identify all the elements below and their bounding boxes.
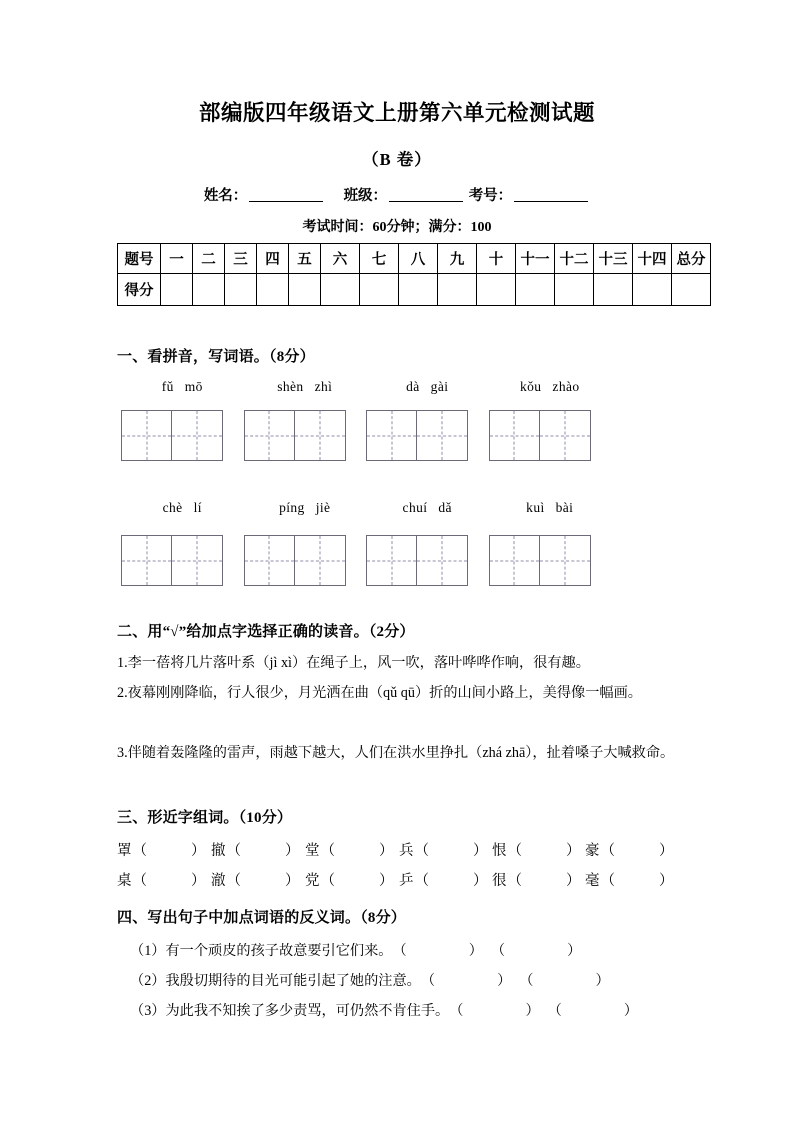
tianzige-group-2-4 (489, 535, 591, 586)
near-char-item[interactable] (305, 868, 399, 894)
pinyin-group-1-3 (366, 379, 489, 395)
paren-close: ） (468, 943, 483, 959)
name-field[interactable] (204, 188, 326, 204)
pinyin-syllable: mō (184, 379, 203, 394)
section-one-heading: 一、看拼音，写词语。（8分） (117, 349, 315, 365)
score-cell-8[interactable] (399, 274, 438, 306)
section-three-row-1 (117, 838, 677, 864)
section-one-pinyin-row-2 (121, 500, 611, 516)
item-number: （1） (130, 943, 166, 959)
paren-open: （ (507, 843, 522, 859)
tianzige-cell[interactable] (540, 410, 591, 461)
near-char-glyph: 撤 (211, 843, 226, 859)
paren-close: ） (379, 843, 394, 859)
paren-open: （ (226, 873, 241, 889)
near-char-glyph: 很 (492, 873, 507, 889)
pinyin-syllable: lí (193, 500, 202, 515)
paren-close: ） (567, 943, 582, 959)
pinyin-group-2-4 (489, 500, 612, 516)
name-input-rule[interactable] (249, 201, 323, 202)
paren-open: （ (449, 1003, 464, 1019)
exam-no-input-rule[interactable] (514, 201, 588, 202)
paren-open: （ (547, 1003, 562, 1019)
paren-open: （ (420, 973, 436, 989)
paren-close: ） (659, 843, 674, 859)
paren-open: （ (507, 873, 522, 889)
score-cell-9[interactable] (438, 274, 477, 306)
item-number: （3） (130, 1003, 166, 1019)
near-char-glyph: 澈 (211, 873, 226, 889)
tianzige-cell[interactable] (417, 410, 468, 461)
tianzige-cell[interactable] (121, 410, 172, 461)
pinyin-group-2-2 (244, 500, 367, 516)
paren-open: （ (600, 873, 615, 889)
score-table (117, 243, 711, 306)
pinyin-syllable: shèn (277, 379, 304, 394)
paren-close: ） (566, 843, 581, 859)
question-col-5: 五 (289, 244, 321, 274)
near-char-glyph: 豪 (585, 843, 600, 859)
paren-open: （ (226, 843, 241, 859)
pinyin-syllable: chè (162, 500, 183, 515)
tianzige-cell[interactable] (417, 535, 468, 586)
section-two-heading: 二、用“√”给加点字选择正确的读音。（2分） (117, 624, 415, 640)
question-col-4: 四 (257, 244, 289, 274)
exam-no-label: 考号： (468, 188, 513, 204)
near-char-item[interactable] (305, 838, 399, 864)
score-table-header-row (118, 244, 711, 274)
question-col-total: 总分 (672, 244, 711, 274)
student-info-line (0, 184, 794, 205)
near-char-item[interactable] (211, 838, 305, 864)
tianzige-cell[interactable] (295, 535, 346, 586)
item-text: 我殷切期待的目光可能引起了她的注意。 (165, 973, 421, 989)
pinyin-syllable: kǒu (519, 379, 542, 394)
pinyin-syllable: zhì (314, 379, 333, 394)
near-char-glyph: 堂 (305, 843, 320, 859)
score-label-cell: 得分 (118, 274, 161, 306)
score-cell-7[interactable] (360, 274, 399, 306)
question-col-8: 八 (399, 244, 438, 274)
tianzige-cell[interactable] (540, 535, 591, 586)
section-four-item-2[interactable] (130, 968, 690, 994)
section-two-item-1[interactable]: 1.李一蓓将几片落叶系（jì xì）在绳子上，风一吹，落叶哗哗作响，很有趣。 (117, 655, 590, 671)
item-text: 为此我不知挨了多少责骂，可仍然不肯住手。 (165, 1003, 450, 1019)
pinyin-syllable: fǔ (161, 379, 174, 394)
class-input-rule[interactable] (389, 201, 463, 202)
pinyin-syllable: dà (406, 379, 420, 394)
paren-close: ） (285, 843, 300, 859)
pinyin-syllable: chuí (402, 500, 428, 515)
page-title: 部编版四年级语文上册第六单元检测试题 (198, 101, 595, 125)
near-char-item[interactable] (399, 868, 492, 894)
paren-open: （ (490, 943, 506, 959)
tianzige-cell[interactable] (172, 535, 223, 586)
exam-meta-line: 考试时间：60分钟；满分：100 (302, 220, 492, 235)
question-col-1: 一 (161, 244, 193, 274)
paren-close: ） (379, 873, 394, 889)
tianzige-cell[interactable] (172, 410, 223, 461)
score-cell-13[interactable] (594, 274, 633, 306)
item-number: （2） (130, 973, 166, 989)
paren-close: ） (659, 873, 674, 889)
section-three-heading: 三、形近字组词。（10分） (117, 810, 293, 826)
tianzige-cell[interactable] (295, 410, 346, 461)
score-table-score-row (118, 274, 711, 306)
score-cell-14[interactable] (633, 274, 672, 306)
score-cell-5[interactable] (289, 274, 321, 306)
paper-version-subtitle: （B 卷） (362, 150, 432, 169)
section-three-row-2 (117, 868, 677, 894)
near-char-item[interactable] (117, 868, 211, 894)
section-two-item-2[interactable]: 2.夜幕刚刚降临，行人很少，月光洒在曲（qǔ qū）折的山间小路上，美得像一幅画。 (117, 685, 642, 701)
near-char-item[interactable] (585, 868, 677, 894)
paren-close: ） (595, 973, 610, 989)
paren-open: （ (600, 843, 615, 859)
tianzige-group-1-3 (366, 410, 468, 461)
tianzige-cell[interactable] (244, 410, 295, 461)
pinyin-syllable: píng (279, 500, 305, 515)
score-cell-2[interactable] (193, 274, 225, 306)
near-char-item[interactable] (399, 838, 492, 864)
score-cell-10[interactable] (477, 274, 516, 306)
near-char-glyph: 毫 (585, 873, 600, 889)
tianzige-cell[interactable] (244, 535, 295, 586)
section-four-heading: 四、写出句子中加点词语的反义词。（8分） (117, 910, 407, 926)
question-label-cell: 题号 (118, 244, 161, 274)
score-cell-6[interactable] (321, 274, 360, 306)
paren-close: ） (497, 973, 512, 989)
question-col-11: 十一 (516, 244, 555, 274)
class-label: 班级： (343, 188, 388, 204)
tianzige-cell[interactable] (489, 410, 540, 461)
item-text: 有一个顽皮的孩子故意要引它们来。 (165, 943, 393, 959)
paren-open: （ (132, 873, 147, 889)
paren-open: （ (414, 843, 429, 859)
question-col-14: 十四 (633, 244, 672, 274)
pinyin-group-2-1 (121, 500, 244, 516)
near-char-glyph: 恨 (492, 843, 507, 859)
tianzige-group-1-4 (489, 410, 591, 461)
section-one-pinyin-row-1 (121, 379, 611, 395)
paren-close: ） (473, 843, 488, 859)
tianzige-cell[interactable] (489, 535, 540, 586)
tianzige-cell[interactable] (366, 410, 417, 461)
question-col-13: 十三 (594, 244, 633, 274)
paren-close: ） (566, 873, 581, 889)
pinyin-syllable: kuì (526, 500, 545, 515)
near-char-glyph: 罩 (117, 843, 132, 859)
question-col-10: 十 (477, 244, 516, 274)
tianzige-cell[interactable] (121, 535, 172, 586)
paren-close: ） (623, 1003, 639, 1019)
section-one-writing-grid-row-2 (121, 535, 611, 586)
question-col-2: 二 (193, 244, 225, 274)
paren-open: （ (414, 873, 429, 889)
near-char-item[interactable] (492, 838, 585, 864)
pinyin-group-1-2 (244, 379, 367, 395)
score-cell-4[interactable] (257, 274, 289, 306)
paren-close: ） (191, 873, 206, 889)
section-one-writing-grid-row-1 (121, 410, 611, 461)
pinyin-group-1-4 (489, 379, 612, 395)
pinyin-syllable: gài (430, 379, 449, 394)
score-cell-12[interactable] (555, 274, 594, 306)
near-char-glyph: 桌 (117, 873, 132, 889)
question-col-7: 七 (360, 244, 399, 274)
question-col-6: 六 (321, 244, 360, 274)
pinyin-syllable: jiè (315, 500, 331, 515)
tianzige-group-2-3 (366, 535, 468, 586)
class-field[interactable] (344, 188, 466, 204)
tianzige-group-1-1 (121, 410, 223, 461)
tianzige-group-1-2 (244, 410, 346, 461)
section-two-item-3[interactable]: 3.伴随着轰隆隆的雷声，雨越下越大，人们在洪水里挣扎（zhá zhā），扯着嗓子大喊救命。 (117, 745, 675, 761)
paren-open: （ (132, 843, 147, 859)
score-cell-11[interactable] (516, 274, 555, 306)
near-char-glyph: 乒 (399, 873, 414, 889)
tianzige-group-2-1 (121, 535, 223, 586)
question-col-12: 十二 (555, 244, 594, 274)
tianzige-group-2-2 (244, 535, 346, 586)
near-char-item[interactable] (585, 838, 677, 864)
score-cell-total[interactable] (672, 274, 711, 306)
question-col-9: 九 (438, 244, 477, 274)
tianzige-cell[interactable] (366, 535, 417, 586)
score-cell-3[interactable] (225, 274, 257, 306)
pinyin-syllable: bài (555, 500, 574, 515)
name-label: 姓名： (203, 188, 248, 204)
near-char-item[interactable] (117, 838, 211, 864)
section-four-item-1[interactable] (130, 938, 690, 964)
score-cell-1[interactable] (161, 274, 193, 306)
near-char-glyph: 兵 (399, 843, 414, 859)
paren-open: （ (320, 843, 335, 859)
paren-close: ） (191, 843, 206, 859)
near-char-item[interactable] (492, 868, 585, 894)
pinyin-syllable: dǎ (438, 500, 452, 515)
paren-close: ） (473, 873, 488, 889)
paren-open: （ (519, 973, 534, 989)
pinyin-group-2-3 (366, 500, 489, 516)
question-col-3: 三 (225, 244, 257, 274)
near-char-glyph: 党 (305, 873, 320, 889)
pinyin-syllable: zhào (552, 379, 580, 394)
paren-open: （ (392, 943, 407, 959)
score-table-wrapper (117, 243, 711, 306)
near-char-item[interactable] (211, 868, 305, 894)
paren-close: ） (525, 1003, 540, 1019)
paren-open: （ (320, 873, 335, 889)
paren-close: ） (285, 873, 300, 889)
section-four-item-3[interactable] (130, 998, 690, 1024)
exam-no-field[interactable] (469, 188, 591, 204)
pinyin-group-1-1 (121, 379, 244, 395)
